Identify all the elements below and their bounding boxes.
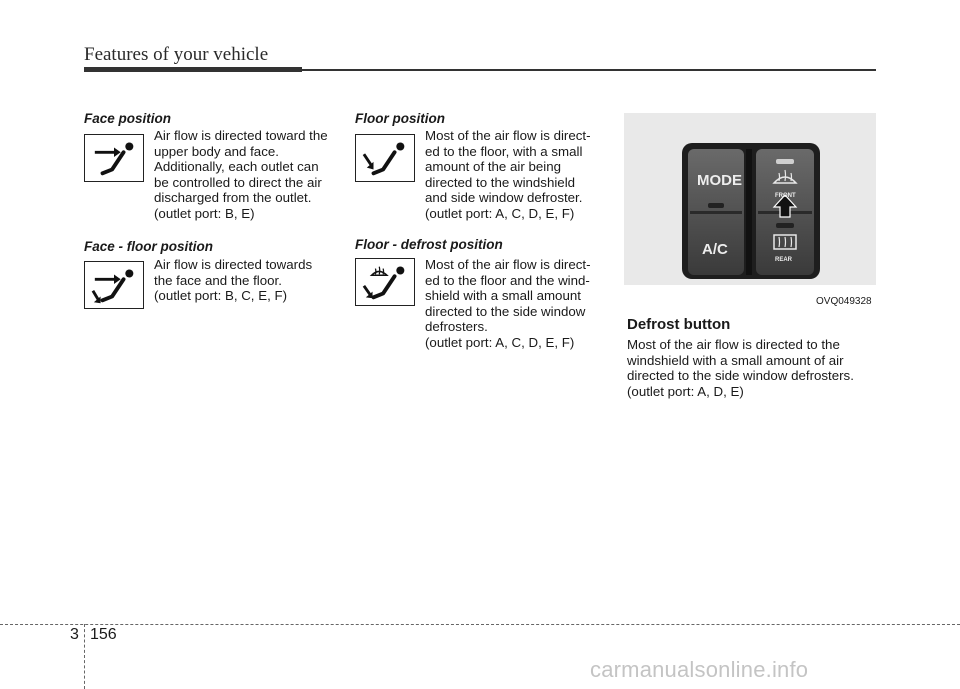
ac-button-label: A/C	[702, 241, 728, 258]
climate-control-photo	[624, 113, 876, 285]
photo-caption: OVQ049328	[816, 296, 872, 307]
defrost-button-title: Defrost button	[627, 316, 731, 333]
face-position-text: Air flow is directed toward the upper body and face. Additionally, each outlet can be controlled to direct the air discharged from the outlet. (outlet port: B, E)	[154, 128, 328, 221]
floor-defrost-vent-icon	[355, 258, 415, 306]
footer-vertical-divider	[84, 624, 85, 689]
chapter-number: 3	[70, 626, 79, 643]
defrost-button-text: Most of the air flow is directed to the windshield with a small amount of air directed to the side window defrosters. (outlet port: A, D, E)	[627, 337, 854, 399]
floor-position-title: Floor position	[355, 111, 445, 126]
face-position-title: Face position	[84, 111, 172, 126]
page-number: 156	[90, 626, 117, 643]
face-floor-vent-icon	[84, 261, 144, 309]
face-vent-icon	[84, 134, 144, 182]
floor-vent-icon	[355, 134, 415, 182]
floor-defrost-position-title: Floor - defrost position	[355, 237, 503, 252]
front-defrost-label: FRONT	[775, 193, 796, 199]
header-rule-thick	[84, 67, 302, 72]
face-floor-position-title: Face - floor position	[84, 239, 214, 254]
header-rule-thin	[302, 69, 876, 71]
footer-divider	[0, 624, 960, 625]
page-header-title: Features of your vehicle	[84, 44, 269, 65]
mode-button-label: MODE	[697, 172, 742, 189]
face-floor-position-text: Air flow is directed towards the face and the floor. (outlet port: B, C, E, F)	[154, 257, 313, 304]
floor-defrost-position-text: Most of the air flow is direct- ed to the floor and the wind- shield with a small amount directed to the side window defrosters. (outlet port: A, C, D, E, F)	[425, 257, 591, 350]
floor-position-text: Most of the air flow is direct- ed to the floor, with a small amount of the air being directed to the windshield and side window defroster. (outlet port: A, C, D, E, F)	[425, 128, 591, 221]
watermark: carmanualsonline.info	[590, 657, 809, 682]
rear-defrost-label: REAR	[775, 257, 793, 263]
